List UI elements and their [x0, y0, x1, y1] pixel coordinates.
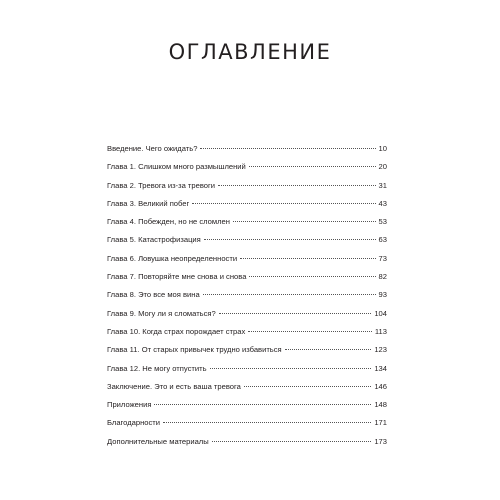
dot-leader: [154, 404, 371, 405]
toc-entry-label: Глава 11. От старых привычек трудно избавиться: [107, 345, 282, 355]
toc-entry-page-number: 82: [378, 272, 387, 282]
toc-entry-page-number: 123: [374, 345, 387, 355]
toc-entry-page-number: 148: [374, 400, 387, 410]
toc-entry-label: Глава 6. Ловушка неопределенности: [107, 253, 238, 263]
toc-entry-label: Глава 12. Не могу отпустить: [107, 363, 207, 373]
toc-entry-page-number: 146: [374, 381, 387, 391]
toc-entry-page-number: 173: [374, 436, 387, 446]
toc-entry-page-number: 20: [378, 162, 387, 172]
toc-entry-page-number: 171: [374, 418, 387, 428]
dot-leader: [249, 276, 375, 277]
dot-leader: [192, 203, 375, 204]
dot-leader: [210, 368, 372, 369]
toc-entry: [107, 140, 387, 158]
toc-entry: [107, 341, 387, 359]
toc-entry-label: Глава 5. Катастрофизация: [107, 235, 201, 245]
toc-entry-label: Заключение. Это и есть ваша тревога: [107, 381, 241, 391]
dot-leader: [204, 239, 376, 240]
toc-entry-label: Введение. Чего ожидать?: [107, 144, 198, 153]
toc-entry-page-number: 43: [378, 198, 387, 208]
toc-entry-label: Глава 8. Это все моя вина: [107, 290, 200, 300]
toc-entry-page-number: 63: [378, 235, 387, 245]
dot-leader: [285, 349, 372, 350]
dot-leader: [218, 185, 376, 186]
toc-entry-page-number: 31: [378, 180, 387, 190]
toc-entry-label: Благодарности: [107, 418, 161, 428]
toc-entry-page-number: 10: [378, 144, 387, 153]
toc-entry: [107, 396, 387, 414]
dot-leader: [200, 148, 375, 149]
dot-leader: [240, 258, 375, 259]
toc-entry-label: Глава 1. Слишком много размышлений: [107, 162, 246, 172]
toc-entry-label: Глава 7. Повторяйте мне снова и снова: [107, 272, 247, 282]
toc-entry-label: Глава 10. Когда страх порождает страх: [107, 326, 246, 336]
toc-entry: [107, 378, 387, 396]
toc-entry-label: Глава 4. Побежден, но не сломлен: [107, 217, 230, 227]
toc-entry: [107, 177, 387, 195]
toc-entry: [107, 286, 387, 304]
toc-entry: [107, 433, 387, 451]
toc-entry-label: Глава 9. Могу ли я сломаться?: [107, 308, 216, 318]
toc-entry-label: Приложения: [107, 400, 152, 410]
page-title: ОГЛАВЛЕНИЕ: [168, 40, 332, 64]
dot-leader: [244, 386, 371, 387]
toc-entry-page-number: 104: [374, 308, 387, 318]
toc-entry: [107, 213, 387, 231]
toc-entry: [107, 250, 387, 268]
toc-entry-label: Глава 2. Тревога из-за тревоги: [107, 180, 216, 190]
toc-entry-page-number: 53: [378, 217, 387, 227]
dot-leader: [249, 166, 376, 167]
toc-entry-page-number: 113: [374, 326, 387, 336]
toc-entry: [107, 323, 387, 341]
toc-entry: [107, 231, 387, 249]
dot-leader: [219, 313, 372, 314]
toc-entry: [107, 158, 387, 176]
dot-leader: [163, 422, 371, 423]
toc-entry-label: Глава 3. Великий побег: [107, 198, 190, 208]
toc-entry: [107, 360, 387, 378]
toc-entry-page-number: 93: [378, 290, 387, 300]
toc-entry: [107, 414, 387, 432]
toc-entry: [107, 305, 387, 323]
dot-leader: [233, 221, 376, 222]
toc-entry-page-number: 73: [378, 253, 387, 263]
table-of-contents: [107, 140, 387, 451]
toc-entry: [107, 268, 387, 286]
dot-leader: [248, 331, 372, 332]
toc-entry-label: Дополнительные материалы: [107, 436, 209, 446]
dot-leader: [212, 441, 372, 442]
toc-entry: [107, 195, 387, 213]
toc-entry-page-number: 134: [374, 363, 387, 373]
dot-leader: [203, 294, 376, 295]
